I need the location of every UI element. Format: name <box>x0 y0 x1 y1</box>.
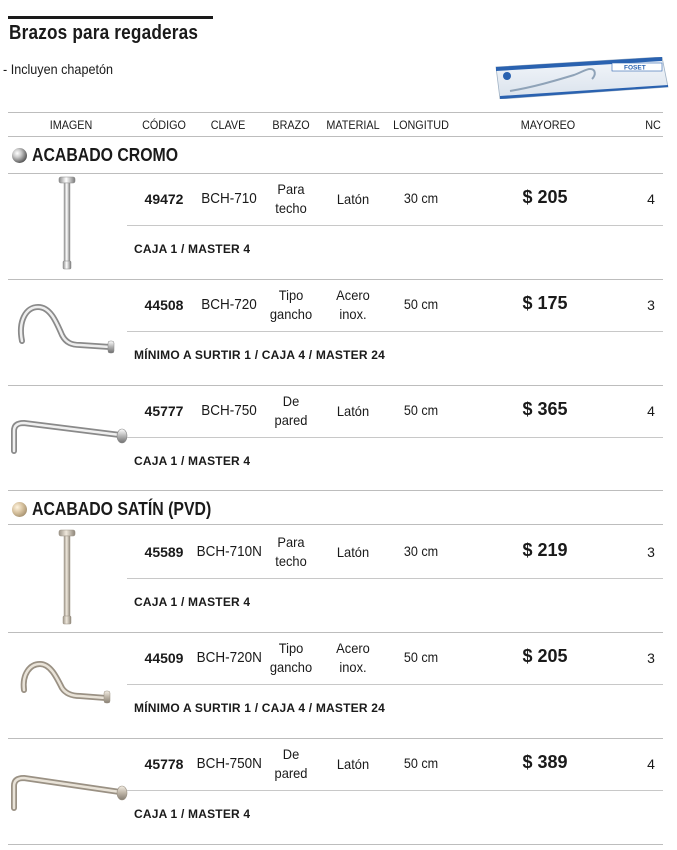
ceiling-arm-icon <box>6 173 136 279</box>
section-title-cromo <box>12 145 198 166</box>
col-header-mayoreo: MAYOREO <box>520 118 576 132</box>
product-packing: CAJA 1 / MASTER 4 <box>134 454 251 468</box>
product-material: Acero inox. <box>336 287 370 322</box>
col-header-nc: NC <box>645 118 661 132</box>
product-nc: 3 <box>647 650 655 666</box>
product-price: $ 205 <box>522 646 568 666</box>
row-divider <box>127 684 663 685</box>
section-rule <box>8 524 663 525</box>
product-packing: CAJA 1 / MASTER 4 <box>134 807 251 821</box>
product-material: Latón <box>336 403 370 419</box>
product-price: $ 205 <box>522 187 568 207</box>
row-divider <box>127 331 663 332</box>
product-length: 50 cm <box>403 296 439 312</box>
product-length: 50 cm <box>403 755 439 771</box>
satin-finish-icon <box>12 502 27 517</box>
section-title-text: ACABADO CROMO <box>32 145 179 165</box>
product-price: $ 219 <box>522 540 568 560</box>
product-row <box>0 385 677 491</box>
product-price: $ 389 <box>522 752 568 772</box>
product-length: 50 cm <box>403 402 439 418</box>
product-material: Acero inox. <box>336 640 370 675</box>
product-row <box>0 738 677 844</box>
wall-arm-icon <box>6 385 136 491</box>
product-key: BCH-720N <box>196 649 262 666</box>
ceiling-arm-icon <box>6 526 136 632</box>
row-divider <box>127 437 663 438</box>
product-package-image <box>494 57 670 99</box>
hook-arm-icon <box>6 632 136 738</box>
row-divider <box>127 225 663 226</box>
product-code: 44509 <box>144 650 184 666</box>
product-key: BCH-750 <box>201 402 257 419</box>
product-key: BCH-750N <box>196 755 262 772</box>
product-arm-type: De pared <box>274 393 308 428</box>
product-packing: MÍNIMO A SURTIR 1 / CAJA 4 / MASTER 24 <box>134 701 385 715</box>
product-material: Latón <box>336 544 370 560</box>
product-material: Latón <box>336 756 370 772</box>
product-packing: CAJA 1 / MASTER 4 <box>134 595 251 609</box>
product-nc: 4 <box>647 403 655 419</box>
hook-arm-icon <box>6 279 136 385</box>
col-header-codigo: CÓDIGO <box>142 118 186 132</box>
product-row <box>0 279 677 385</box>
col-header-clave: CLAVE <box>210 118 246 132</box>
row-divider <box>127 790 663 791</box>
product-arm-type: Tipo gancho <box>269 287 313 322</box>
product-code: 45777 <box>144 403 184 419</box>
product-arm-type: Para techo <box>275 181 307 216</box>
product-arm-type: Tipo gancho <box>269 640 313 675</box>
product-arm-type: Para techo <box>275 534 307 569</box>
product-nc: 3 <box>647 544 655 560</box>
product-price: $ 175 <box>522 293 568 313</box>
section-title-text: ACABADO SATÍN (PVD) <box>32 499 212 519</box>
product-price: $ 365 <box>522 399 568 419</box>
product-key: BCH-710 <box>201 190 257 207</box>
product-length: 50 cm <box>403 649 439 665</box>
row-rule <box>8 490 663 491</box>
product-length: 30 cm <box>403 543 439 559</box>
product-code: 49472 <box>144 191 184 207</box>
row-divider <box>127 578 663 579</box>
product-nc: 3 <box>647 297 655 313</box>
chrome-finish-icon <box>12 148 27 163</box>
title-rule <box>8 16 213 19</box>
product-row <box>0 173 677 279</box>
product-material: Latón <box>336 191 370 207</box>
product-code: 45589 <box>144 544 184 560</box>
product-key: BCH-710N <box>196 543 262 560</box>
product-packing: CAJA 1 / MASTER 4 <box>134 242 251 256</box>
col-header-material: MATERIAL <box>326 118 380 132</box>
package-brand: FOSET <box>624 64 646 72</box>
header-rule-bottom <box>8 136 663 137</box>
row-rule <box>8 844 663 845</box>
product-code: 44508 <box>144 297 184 313</box>
product-row <box>0 632 677 738</box>
product-packing: MÍNIMO A SURTIR 1 / CAJA 4 / MASTER 24 <box>134 348 385 362</box>
col-header-longitud: LONGITUD <box>393 118 449 132</box>
subtitle: - Incluyen chapetón <box>3 61 113 77</box>
product-key: BCH-720 <box>201 296 257 313</box>
col-header-imagen: IMAGEN <box>49 118 93 132</box>
wall-arm-icon <box>6 738 136 844</box>
product-nc: 4 <box>647 756 655 772</box>
header-rule-top <box>8 112 663 113</box>
product-arm-type: De pared <box>274 746 308 781</box>
col-header-brazo: BRAZO <box>272 118 310 132</box>
product-nc: 4 <box>647 191 655 207</box>
page-title: Brazos para regaderas <box>9 22 199 44</box>
section-title-satin <box>12 499 236 520</box>
product-code: 45778 <box>144 756 184 772</box>
product-length: 30 cm <box>403 190 439 206</box>
product-row <box>0 526 677 632</box>
